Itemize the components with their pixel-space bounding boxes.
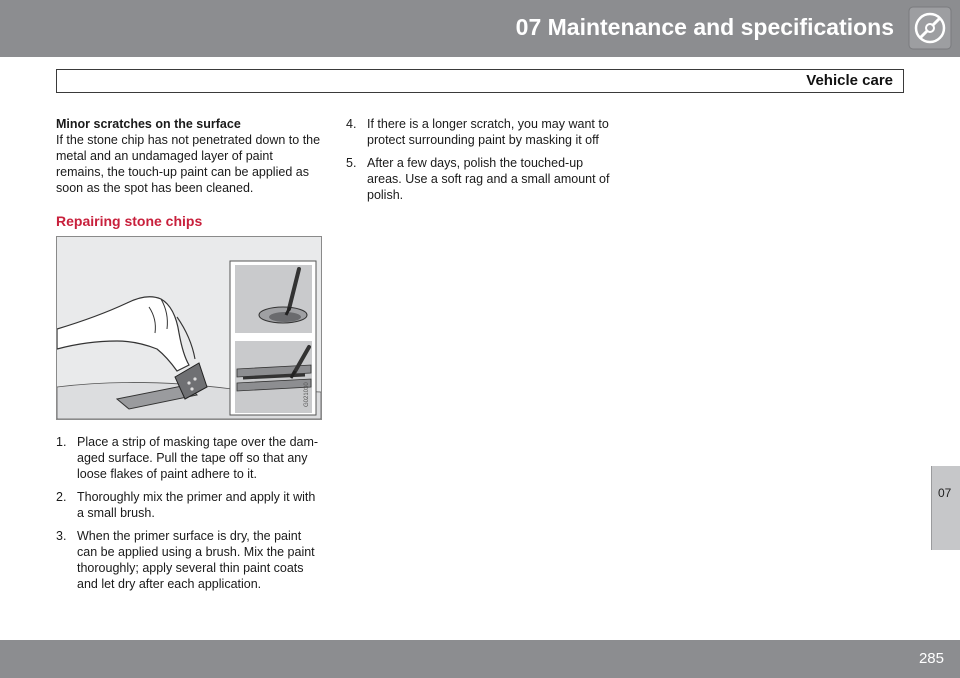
step-text: Place a strip of masking tape over the dam-aged surface. Pull the tape off so that any loose flakes of paint adhere to it. [77, 435, 319, 481]
page-number: 285 [918, 650, 944, 667]
step-number: 5. [346, 156, 357, 170]
section-title-box [56, 69, 904, 93]
step-text: When the primer surface is dry, the paint can be applied using a brush. Mix the paint thoroughly; apply several thin paint coats and let dry after each application. [77, 529, 315, 591]
step-number: 3. [56, 529, 67, 543]
step-number: 1. [56, 435, 67, 449]
step-number: 4. [346, 117, 357, 131]
list-item [56, 528, 322, 592]
left-steps [56, 434, 322, 599]
chapter-side-tab [931, 466, 960, 550]
subheading-minor-scratches: Minor scratches on the surface [56, 117, 241, 131]
list-item [56, 434, 322, 482]
step-text: If there is a longer scratch, you may want to protect surrounding paint by masking it off [367, 117, 609, 147]
figure-code: G021030 [304, 382, 310, 407]
list-item [346, 155, 616, 203]
section-title: Vehicle care [806, 72, 893, 89]
heading-repairing-stone-chips: Repairing stone chips [56, 213, 203, 229]
left-column [56, 116, 322, 230]
intro-paragraph: If the stone chip has not penetrated down to the metal and an undamaged layer of paint remains, the touch-up paint can be applied as soon as the spot has been cleaned. [56, 133, 321, 195]
step-text: After a few days, polish the touched-up areas. Use a soft rag and a small amount of polish. [367, 156, 610, 202]
wrench-gear-icon [908, 6, 952, 50]
list-item [346, 116, 616, 148]
page-footer [0, 640, 960, 678]
side-tab-label: 07 [938, 486, 952, 500]
chapter-title: 07 Maintenance and specifications [515, 14, 894, 40]
chapter-header [0, 0, 960, 57]
illustration-drawing [57, 237, 321, 419]
stone-chip-repair-illustration [56, 236, 322, 420]
list-item [56, 489, 322, 521]
step-text: Thoroughly mix the primer and apply it with a small brush. [77, 490, 316, 520]
step-number: 2. [56, 490, 67, 504]
right-column [346, 116, 616, 210]
